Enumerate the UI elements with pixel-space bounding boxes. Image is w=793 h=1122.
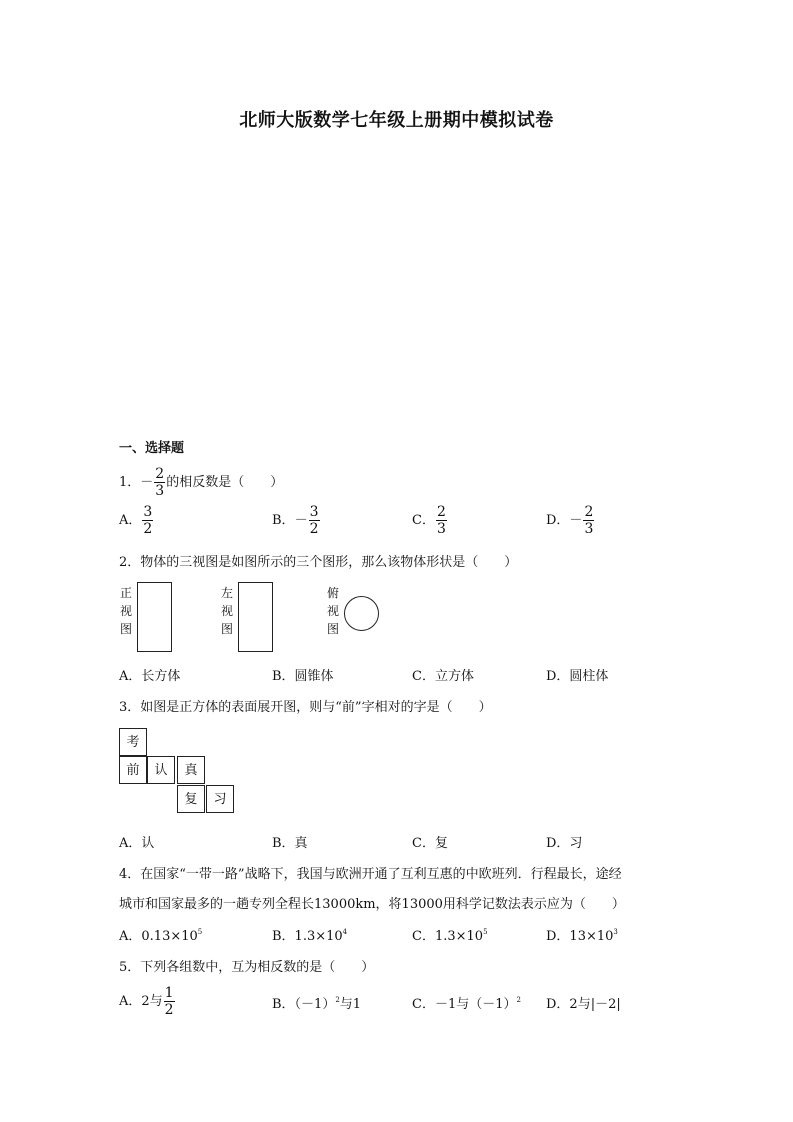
q1-option-d-num: 2 xyxy=(584,504,594,520)
q1-option-a-fraction xyxy=(142,505,153,536)
q1-option-c-num: 2 xyxy=(436,504,446,520)
cube-net-cell-zhen: 真 xyxy=(177,756,205,784)
q4-option-c-base: C．1.3×10 xyxy=(412,929,484,944)
q5-option-c-a: C．－1与（－1） xyxy=(412,997,517,1012)
q5-option-c[interactable] xyxy=(412,993,521,1012)
question-3: 3．如图是正方体的表面展开图，则与“前”字相对的字是（ ） xyxy=(119,700,492,715)
q1-option-c-label: C． xyxy=(412,513,435,528)
cube-net-cell-qian: 前 xyxy=(119,756,147,784)
q4-option-d-exp: 3 xyxy=(613,928,618,936)
cube-net-cell-kao: 考 xyxy=(119,728,147,756)
q2-option-b[interactable]: B．圆锥体 xyxy=(272,669,334,684)
top-view-circle xyxy=(344,596,379,631)
q5-option-b-b: 与1 xyxy=(339,997,362,1012)
question-4-line-1: 4．在国家“一带一路”战略下，我国与欧洲开通了互利互惠的中欧班列．行程最长，途经 xyxy=(119,867,622,882)
side-view-label: 左视图 xyxy=(220,586,233,636)
question-4-line-2: 城市和国家最多的一趟专列全程长13000km，将13000用科学记数法表示应为（ ） xyxy=(119,897,625,912)
q1-option-c-den: 3 xyxy=(436,521,446,537)
cube-net-cell-xi: 习 xyxy=(206,785,234,813)
q2-option-a[interactable]: A．长方体 xyxy=(119,669,181,684)
q3-option-d[interactable]: D．习 xyxy=(546,836,583,851)
q4-option-a[interactable] xyxy=(119,925,202,944)
page-title: 北师大版数学七年级上册期中模拟试卷 xyxy=(239,110,554,131)
q5-option-a-den: 2 xyxy=(164,1002,174,1018)
q1-option-b[interactable] xyxy=(272,505,321,536)
q1-option-d-fraction xyxy=(583,505,594,536)
q1-suffix: 的相反数是（ ） xyxy=(166,475,284,490)
q1-option-b-label: B． xyxy=(272,513,295,528)
q1-option-d-label: D．－ xyxy=(546,513,583,528)
q4-option-b[interactable] xyxy=(272,925,347,944)
front-view-rectangle xyxy=(137,582,172,652)
q1-option-a-label: A． xyxy=(119,513,142,528)
q1-option-a-den: 2 xyxy=(143,521,153,537)
q4-option-d[interactable] xyxy=(546,925,618,944)
q1-option-b-fraction xyxy=(309,505,320,536)
q1-option-b-num: 3 xyxy=(309,504,319,520)
q1-frac-num: 2 xyxy=(155,466,165,482)
cube-net-cell-fu: 复 xyxy=(177,785,205,813)
question-2: 2．物体的三视图是如图所示的三个图形，那么该物体形状是（ ） xyxy=(119,555,518,570)
q1-option-b-den: 2 xyxy=(309,521,319,537)
q5-option-a-num: 1 xyxy=(164,985,174,1001)
q5-option-b-exp: 2 xyxy=(335,996,340,1004)
q1-option-d-den: 3 xyxy=(584,521,594,537)
q1-option-c[interactable] xyxy=(412,505,448,536)
question-1 xyxy=(119,467,283,498)
q3-option-b[interactable]: B．真 xyxy=(272,836,308,851)
q1-option-d[interactable] xyxy=(546,505,595,536)
q4-option-b-base: B．1.3×10 xyxy=(272,929,343,944)
q5-option-b-a: B．（－1） xyxy=(272,997,336,1012)
q5-option-b[interactable] xyxy=(272,993,361,1012)
q4-option-c[interactable] xyxy=(412,925,488,944)
q5-option-a[interactable] xyxy=(119,986,176,1017)
q3-option-c[interactable]: C．复 xyxy=(412,836,448,851)
question-5: 5．下列各组数中，互为相反数的是（ ） xyxy=(119,960,375,975)
q1-prefix: 1．－ xyxy=(119,475,154,490)
q5-option-a-fraction xyxy=(164,986,175,1017)
front-view-label: 正视图 xyxy=(119,586,132,636)
q3-option-a[interactable]: A．认 xyxy=(119,836,155,851)
q2-option-d[interactable]: D．圆柱体 xyxy=(546,669,609,684)
q1-option-b-sign: － xyxy=(294,513,308,528)
q4-option-b-exp: 4 xyxy=(342,928,348,936)
q1-option-c-fraction xyxy=(436,505,447,536)
cube-net-cell-ren: 认 xyxy=(147,756,175,784)
q1-frac-den: 3 xyxy=(155,483,165,499)
q4-option-d-base: D．13×10 xyxy=(546,929,614,944)
q4-option-a-exp: 5 xyxy=(197,928,203,936)
q4-option-c-exp: 5 xyxy=(483,928,488,936)
q5-option-d[interactable]: D．2与|－2| xyxy=(546,997,621,1012)
q1-fraction xyxy=(154,467,165,498)
q4-option-a-base: A．0.13×10 xyxy=(119,929,198,944)
q1-option-a[interactable] xyxy=(119,505,154,536)
q5-option-c-exp: 2 xyxy=(516,996,521,1004)
q1-option-a-num: 3 xyxy=(143,504,153,520)
side-view-rectangle xyxy=(238,582,273,652)
top-view-label: 俯视图 xyxy=(326,586,339,636)
q5-option-a-prefix: A．2与 xyxy=(119,994,163,1009)
section-heading: 一、选择题 xyxy=(119,441,185,456)
q2-option-c[interactable]: C．立方体 xyxy=(412,669,474,684)
